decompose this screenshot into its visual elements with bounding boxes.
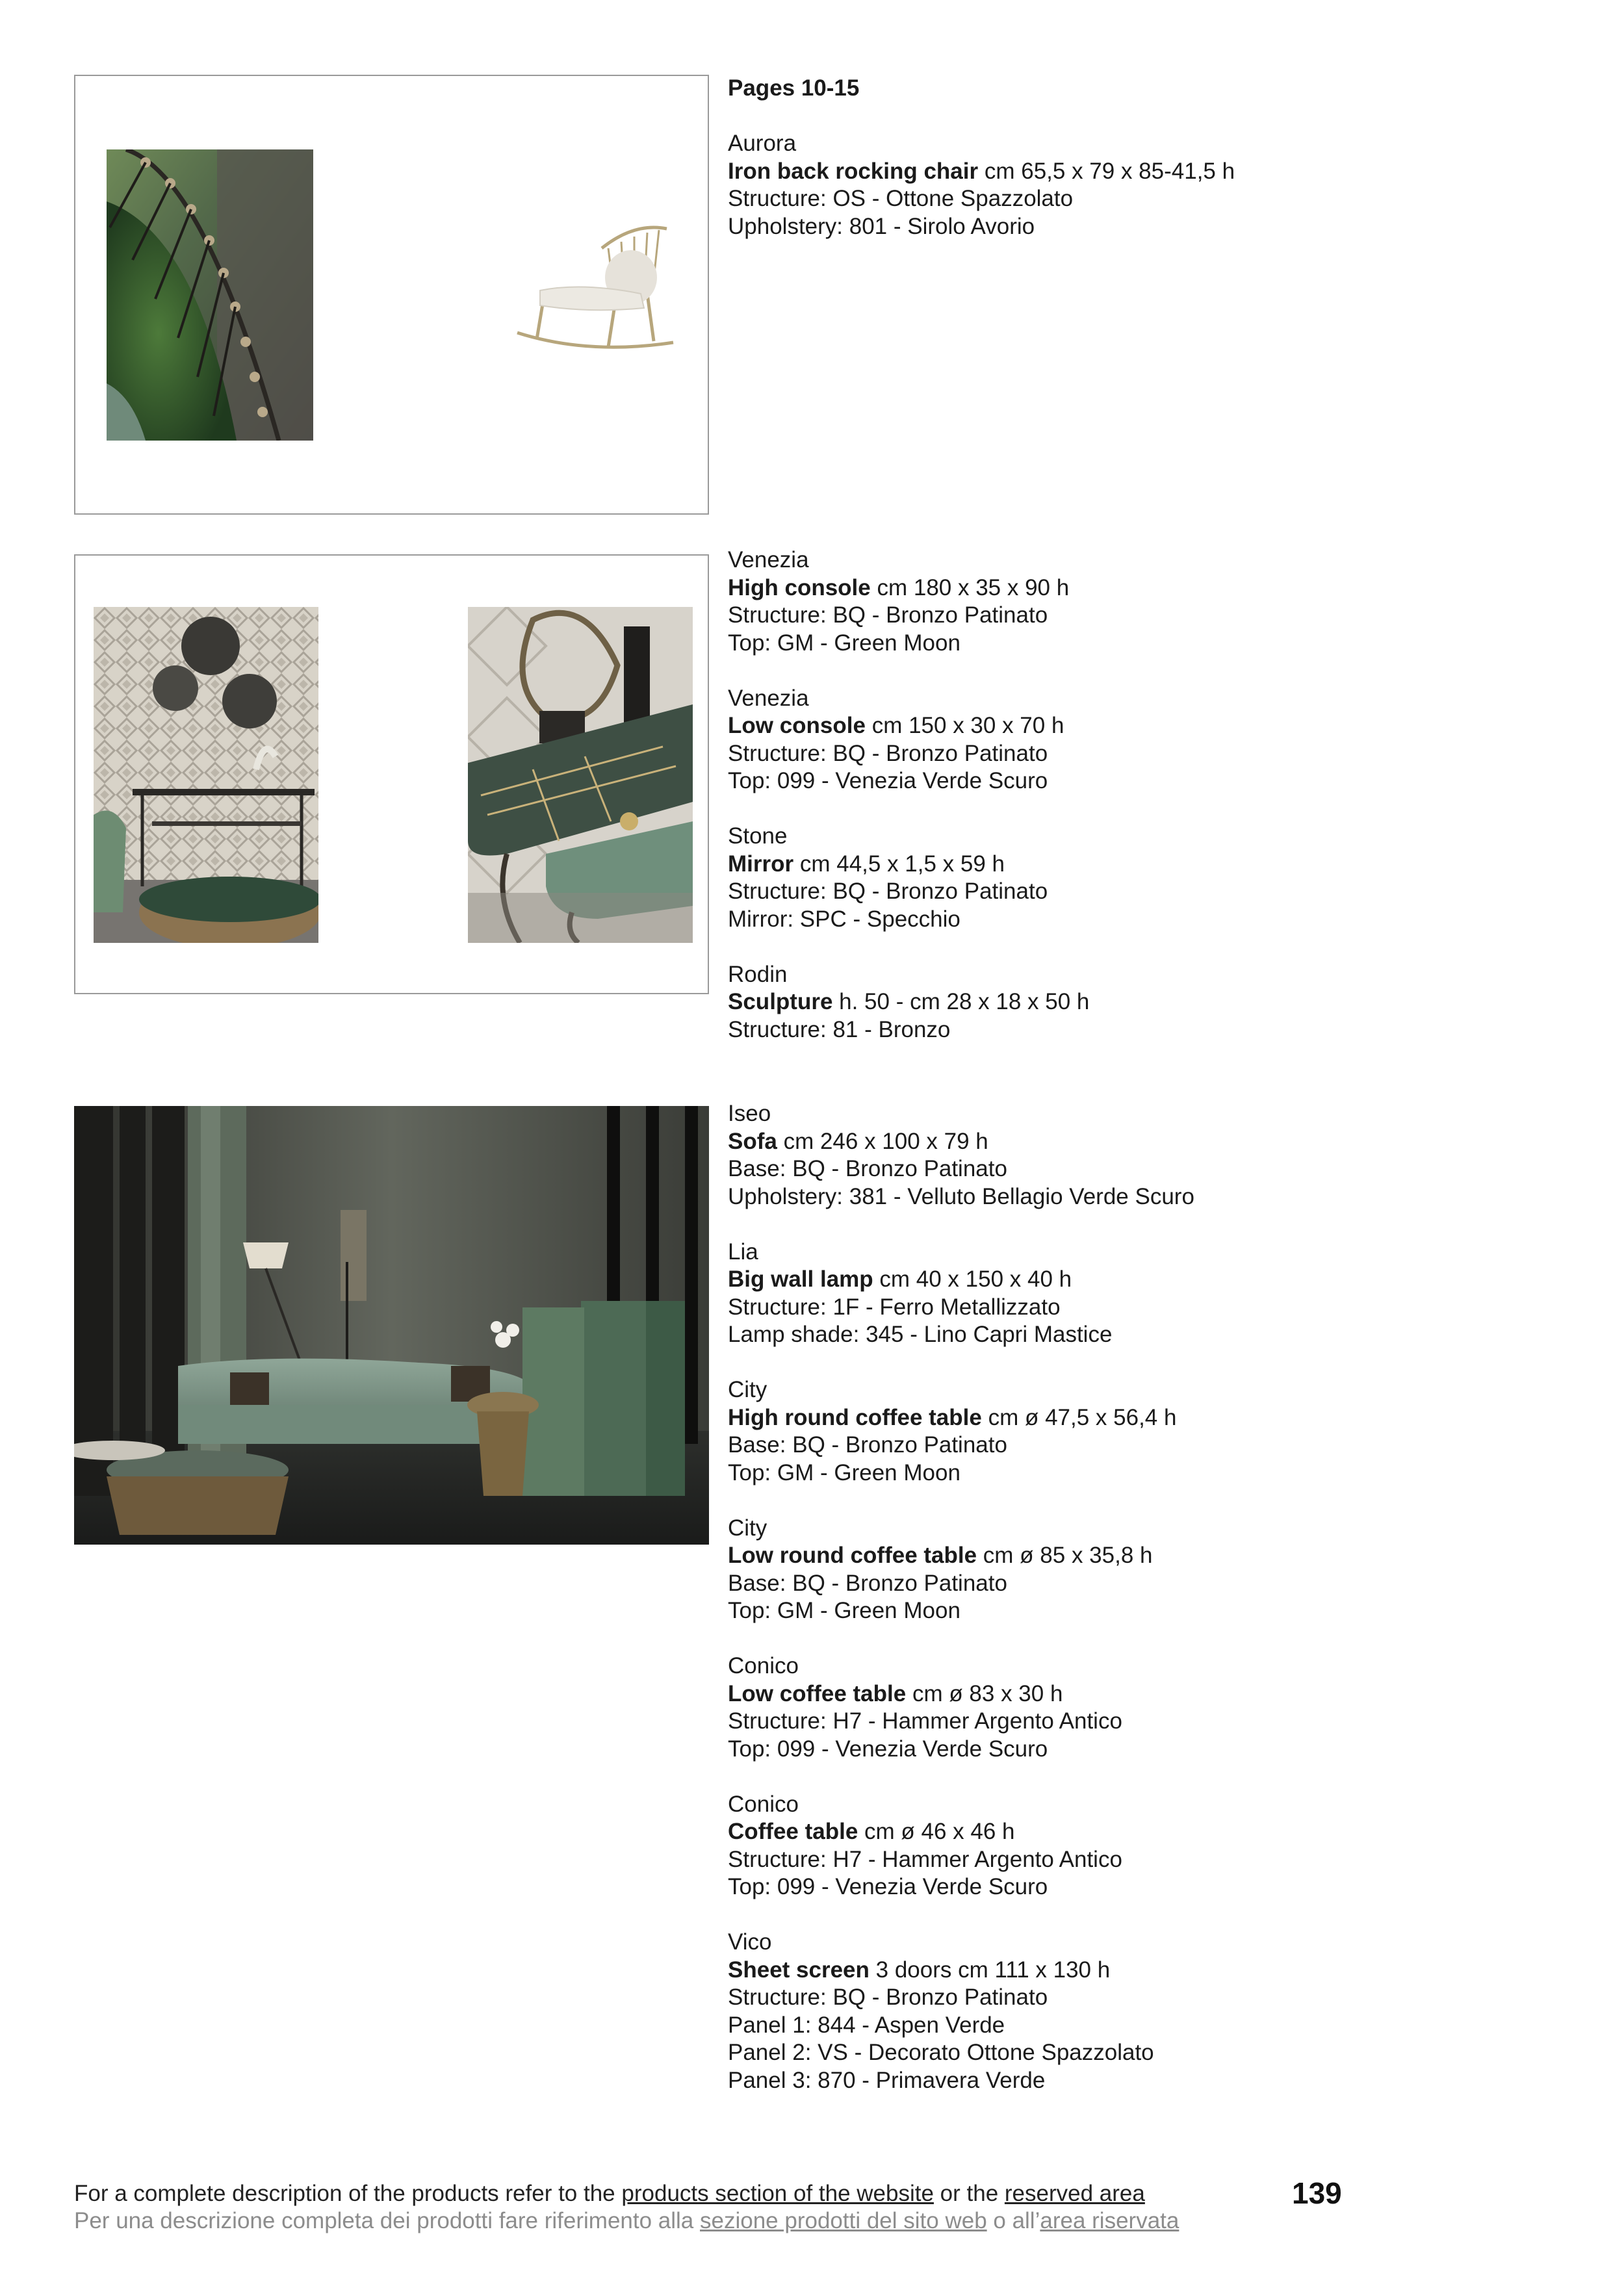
finish-line: Mirror: SPC - Specchio: [728, 906, 960, 932]
spec-item-venezia-high-console: [728, 546, 1540, 657]
finish-line: Panel 2: VS - Decorato Ottone Spazzolato: [728, 2040, 1154, 2065]
spec-item-city-high-table: [728, 1376, 1540, 1487]
product-name: High round coffee table: [728, 1404, 982, 1430]
spec-item-conico-low-table: [728, 1652, 1540, 1763]
product-name: Mirror: [728, 851, 794, 877]
collection-name: Conico: [728, 1791, 799, 1817]
product-dimensions: cm ø 47,5 x 56,4 h: [981, 1404, 1177, 1430]
finish-line: Top: GM - Green Moon: [728, 630, 960, 656]
finish-line: Base: BQ - Bronzo Patinato: [728, 1156, 1007, 1181]
footer-text: or the: [933, 2181, 1005, 2206]
collection-name: Iseo: [728, 1101, 771, 1126]
product-dimensions: cm 44,5 x 1,5 x 59 h: [793, 851, 1005, 877]
product-name: Sculpture: [728, 989, 833, 1014]
finish-line: Lamp shade: 345 - Lino Capri Mastice: [728, 1322, 1113, 1347]
collection-name: Venezia: [728, 547, 809, 572]
product-name: Coffee table: [728, 1819, 858, 1844]
reserved-area-link[interactable]: reserved area: [1004, 2181, 1145, 2206]
finish-line: Top: 099 - Venezia Verde Scuro: [728, 768, 1048, 793]
finish-line: Structure: OS - Ottone Spazzolato: [728, 186, 1074, 211]
sezione-prodotti-link[interactable]: sezione prodotti del sito web: [700, 2208, 987, 2233]
finish-line: Base: BQ - Bronzo Patinato: [728, 1432, 1007, 1458]
spec-item-lia-wall-lamp: [728, 1239, 1540, 1349]
spec-item-city-low-table: [728, 1515, 1540, 1625]
product-dimensions: cm ø 85 x 35,8 h: [977, 1543, 1153, 1568]
photo-rocking-chair: [511, 222, 680, 359]
collection-name: Venezia: [728, 685, 809, 711]
product-name: Low console: [728, 713, 866, 738]
page-range-heading: Pages 10-15: [728, 75, 860, 101]
spec-item-stone-mirror: [728, 823, 1540, 933]
photo-console-room: [94, 607, 318, 943]
spec-column: [728, 1100, 1540, 2094]
finish-line: Structure: BQ - Bronzo Patinato: [728, 602, 1048, 628]
collection-name: City: [728, 1515, 767, 1541]
spec-item-conico-coffee-table: [728, 1791, 1540, 1901]
product-dimensions: cm 65,5 x 79 x 85-41,5 h: [978, 158, 1235, 184]
finish-line: Upholstery: 801 - Sirolo Avorio: [728, 213, 1035, 239]
product-name: Big wall lamp: [728, 1266, 873, 1292]
footer-text: o all’: [986, 2208, 1040, 2233]
finish-line: Structure: H7 - Hammer Argento Antico: [728, 1846, 1122, 1872]
finish-line: Top: 099 - Venezia Verde Scuro: [728, 1736, 1048, 1762]
finish-line: Base: BQ - Bronzo Patinato: [728, 1570, 1007, 1596]
product-dimensions: cm ø 46 x 46 h: [858, 1819, 1015, 1844]
spec-item-aurora-chair: [728, 130, 1540, 240]
product-name: Iron back rocking chair: [728, 158, 979, 184]
product-dimensions: cm ø 83 x 30 h: [906, 1680, 1063, 1706]
finish-line: Structure: 1F - Ferro Metallizzato: [728, 1294, 1061, 1320]
finish-line: Structure: 81 - Bronzo: [728, 1016, 951, 1042]
collection-name: Vico: [728, 1929, 772, 1955]
image-panel-aurora: [74, 75, 709, 515]
collection-name: Stone: [728, 823, 788, 849]
collection-name: Lia: [728, 1239, 758, 1265]
finish-line: Structure: BQ - Bronzo Patinato: [728, 740, 1048, 766]
product-name: Sofa: [728, 1128, 777, 1154]
spec-item-iseo-sofa: [728, 1100, 1540, 1211]
product-name: Sheet screen: [728, 1957, 870, 1983]
collection-name: Conico: [728, 1653, 799, 1678]
photo-chair-detail: [107, 149, 313, 441]
product-dimensions: cm 246 x 100 x 79 h: [777, 1128, 988, 1154]
finish-line: Panel 3: 870 - Primavera Verde: [728, 2067, 1046, 2093]
products-section-link[interactable]: products section of the website: [621, 2181, 934, 2206]
finish-line: Panel 1: 844 - Aspen Verde: [728, 2012, 1005, 2038]
footer-note-it: [74, 2207, 1179, 2235]
product-name: High console: [728, 574, 871, 600]
product-dimensions: cm 150 x 30 x 70 h: [865, 713, 1064, 738]
spec-item-vico-screen: [728, 1929, 1540, 2094]
spec-column: [728, 546, 1540, 1044]
finish-line: Top: 099 - Venezia Verde Scuro: [728, 1874, 1048, 1899]
finish-line: Upholstery: 381 - Velluto Bellagio Verde Scuro: [728, 1183, 1194, 1209]
collection-name: Aurora: [728, 131, 797, 156]
footer-note-en: [74, 2180, 1145, 2207]
collection-name: Rodin: [728, 961, 788, 987]
footer-text: For a complete description of the products refer to the: [74, 2181, 622, 2206]
product-dimensions: h. 50 - cm 28 x 18 x 50 h: [832, 989, 1090, 1014]
product-dimensions: cm 180 x 35 x 90 h: [870, 574, 1070, 600]
finish-line: Top: GM - Green Moon: [728, 1459, 960, 1485]
photo-console-detail: [468, 607, 693, 943]
product-dimensions: cm 40 x 150 x 40 h: [873, 1266, 1072, 1292]
spec-item-rodin-sculpture: [728, 961, 1540, 1044]
image-panel-venezia: [74, 554, 709, 994]
finish-line: Structure: BQ - Bronzo Patinato: [728, 1985, 1048, 2010]
page-number: 139: [1292, 2176, 1342, 2210]
finish-line: Structure: BQ - Bronzo Patinato: [728, 879, 1048, 904]
footer-text: Per una descrizione completa dei prodotti fare riferimento alla: [74, 2208, 700, 2233]
product-name: Low coffee table: [728, 1680, 907, 1706]
spec-column: [728, 75, 1540, 240]
spec-item-venezia-low-console: [728, 685, 1540, 795]
photo-living-room: [74, 1106, 709, 1545]
product-dimensions: 3 doors cm 111 x 130 h: [869, 1957, 1111, 1983]
product-name: Low round coffee table: [728, 1543, 977, 1568]
area-riservata-link[interactable]: area riservata: [1040, 2208, 1179, 2233]
finish-line: Structure: H7 - Hammer Argento Antico: [728, 1708, 1122, 1734]
collection-name: City: [728, 1377, 767, 1402]
finish-line: Top: GM - Green Moon: [728, 1598, 960, 1623]
